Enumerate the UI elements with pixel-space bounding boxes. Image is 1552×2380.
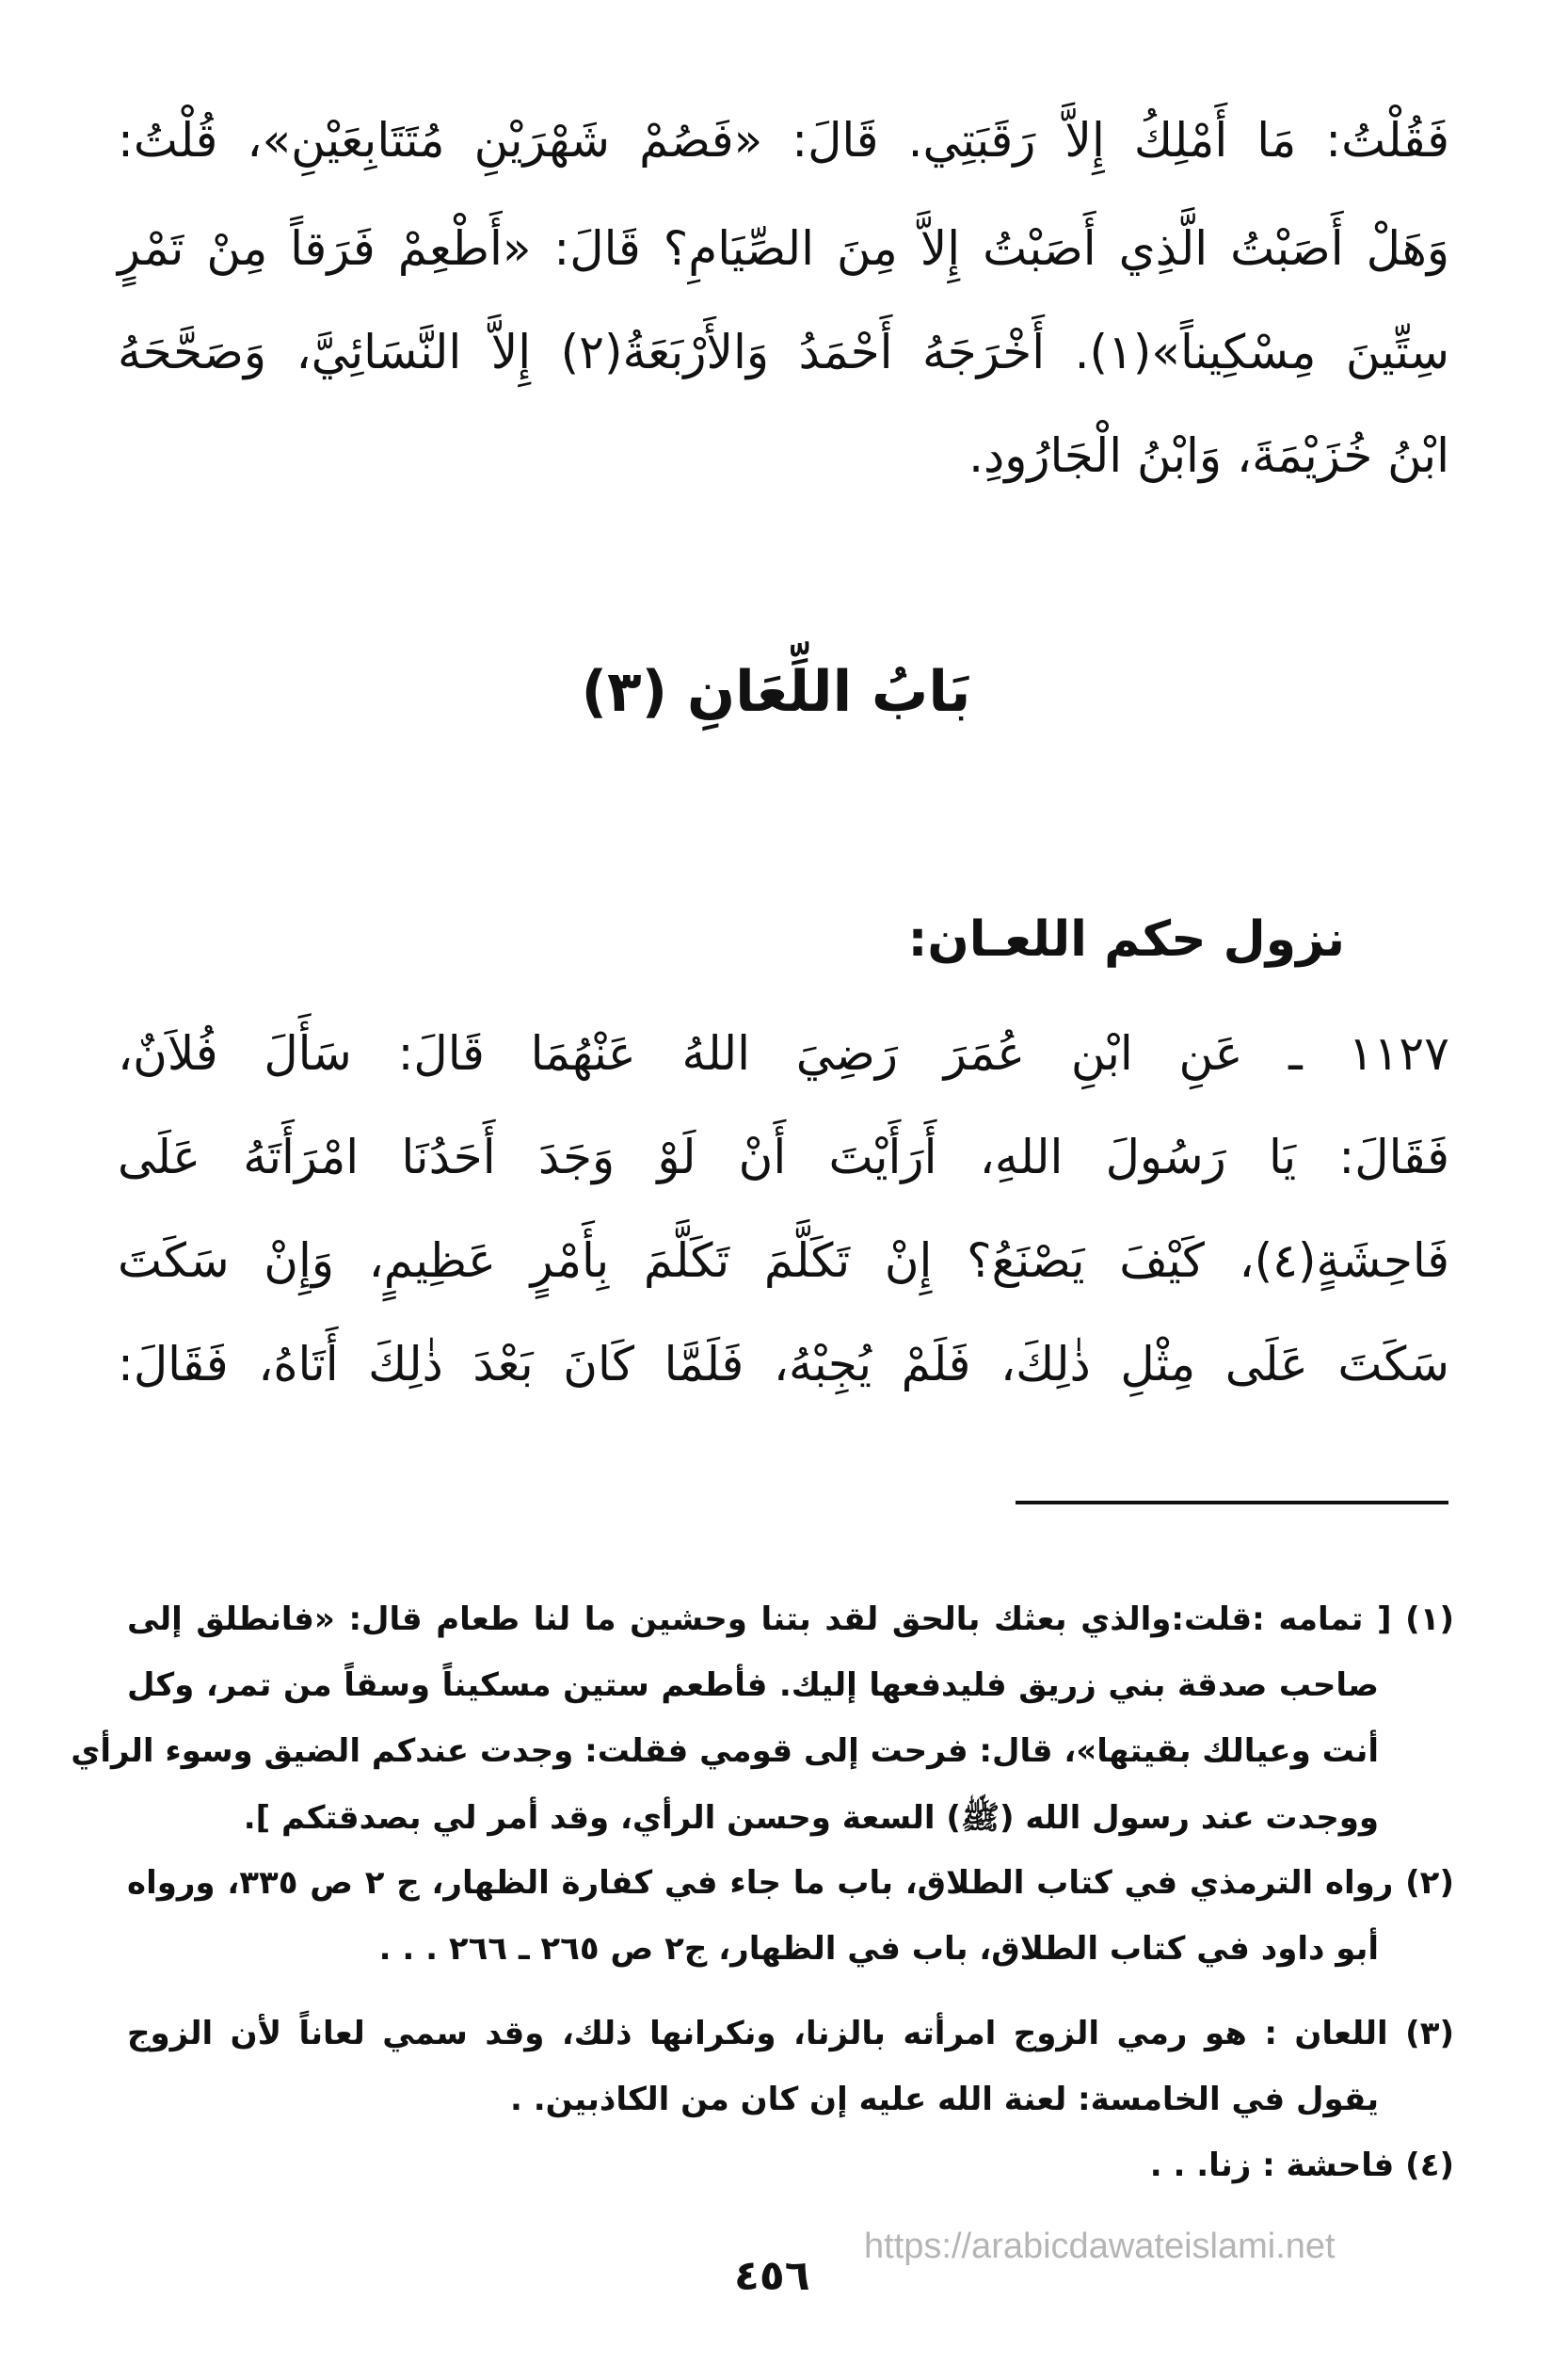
text-line: فَقَالَ: يَا رَسُولَ اللهِ، أَرَأَيْتَ أَنْ لَوْ وَجَدَ أَحَدُنَا امْرَأَتَهُ عَلَى <box>118 1130 1449 1184</box>
section-subheading: نزول حكم اللعـان: <box>907 911 1345 968</box>
footnote-line: (٤) فاحشة : زنا. . . <box>1149 2147 1454 2184</box>
footnote-line: (٢) رواه الترمذي في كتاب الطلاق، باب ما جاء في كفارة الظهار، ج ٢ ص ٣٣٥، ورواه <box>127 1864 1454 1902</box>
footnote-line: (١) [ تمامه :قلت:والذي بعثك بالحق لقد بتنا وحشين ما لنا طعام قال: «فانطلق إلى <box>127 1600 1454 1638</box>
text-line: فَقُلْتُ: مَا أَمْلِكُ إِلاَّ رَقَبَتِي. قَالَ: «فَصُمْ شَهْرَيْنِ مُتَتَابِعَيْنِ»، قُلْتُ: <box>118 113 1449 168</box>
footnote-line: صاحب صدقة بني زريق فليدفعها إليك. فأطعم ستين مسكيناً وسقاً من تمر، وكل <box>127 1666 1379 1704</box>
text-line: ابْنُ خُزَيْمَةَ، وَابْنُ الْجَارُودِ. <box>968 428 1449 483</box>
footnote-line: (٣) اللعان : هو رمي الزوج امرأته بالزنا، ونكرانها ذلك، وقد سمي لعاناً لأن الزوج <box>127 2015 1454 2052</box>
footnote-line: أنت وعيالك بقيتها»، قال: فرحت إلى قومي فقلت: وجدت عندكم الضيق وسوء الرأي <box>71 1732 1379 1770</box>
text-line: ١١٢٧ ـ عَنِ ابْنِ عُمَرَ رَضِيَ اللهُ عَنْهُمَا قَالَ: سَأَلَ فُلاَنٌ، <box>118 1026 1449 1081</box>
footnote-line: أبو داود في كتاب الطلاق، باب في الظهار، ج٢ ص ٢٦٥ ـ ٢٦٦ . . . <box>378 1930 1379 1968</box>
footnote-divider <box>1016 1501 1448 1504</box>
footnote-line: ووجدت عند رسول الله (ﷺ) السعة وحسن الرأي، وقد أمر لي بصدقتكم ]. <box>243 1799 1379 1837</box>
text-line: فَاحِشَةٍ(٤)، كَيْفَ يَصْنَعُ؟ إِنْ تَكَلَّمَ تَكَلَّمَ بِأَمْرٍ عَظِيمٍ، وَإِنْ سَكَتَ <box>118 1233 1449 1288</box>
footnote-line: يقول في الخامسة: لعنة الله عليه إن كان من الكاذبين. . <box>510 2081 1379 2118</box>
text-line: وَهَلْ أَصَبْتُ الَّذِي أَصَبْتُ إِلاَّ مِنَ الصِّيَامِ؟ قَالَ: «أَطْعِمْ فَرَقاً مِنْ تَمْرٍ <box>118 221 1449 276</box>
page-number: ٤٥٦ <box>734 2252 810 2300</box>
text-line: سَكَتَ عَلَى مِثْلِ ذٰلِكَ، فَلَمْ يُجِبْهُ، فَلَمَّا كَانَ بَعْدَ ذٰلِكَ أَتَاهُ، فَقَالَ: <box>118 1337 1449 1391</box>
watermark: https://arabicdawateislami.net <box>864 2227 1336 2266</box>
chapter-title: بَابُ اللِّعَانِ (٣) <box>581 659 971 725</box>
text-line: سِتِّينَ مِسْكِيناً»(١). أَخْرَجَهُ أَحْمَدُ وَالأَرْبَعَةُ(٢) إِلاَّ النَّسَائِيَّ، وَصَحَّحَهُ <box>118 325 1449 379</box>
